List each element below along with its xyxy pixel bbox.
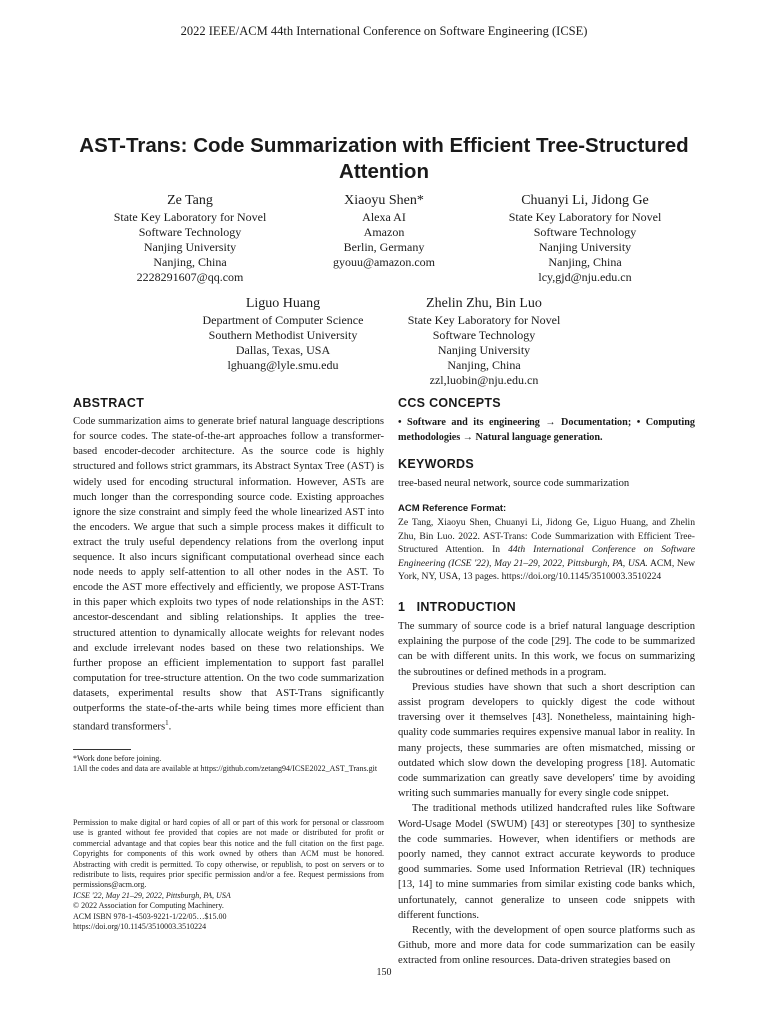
author-name: Chuanyi Li, Jidong Ge [521, 193, 649, 208]
author-name: Ze Tang [167, 193, 213, 208]
abstract-body: Code summarization aims to generate brief natural language descriptions for source codes. The state-of-the-art approaches follow a transformer-based encoder-decoder architecture. As the source code is highly structured and follows strict grammars, its Abstract Syntax Tree (AST) is widely used for encoding structural information. However, ASTs are much longer than the corresponding source code. Existing approaches ignore the size constraint and simply feed the whole linearized AST into the encoders. We argue that such a simple process makes it difficult to extract the truly useful dependency relations from the overlong input sequence. It also incurs significant computational overhead since each node needs to apply self-attention to all other nodes in the AST. To encode the AST more effectively and efficiently, we propose AST-Trans in this paper which exploits two types of node relationships in the AST: ancestor-descendant and sibling relationships. It applies the tree-structured attention to dynamically allocate weights for relevant nodes and exclude irrelevant nodes based on these two relationships. We further propose an efficient implementation to support fast parallel computation for tree-structure attention. On the two code summarization datasets, experimental results show that AST-Trans significantly outperforms the state-of-the-arts while being times more efficient than standard transformers [73, 416, 384, 733]
author-email: 2228291607@qq.com [136, 270, 244, 284]
intro-paragraph: The summary of source code is a brief natural language description explaining the purpose of the code [29]. The code to be summarized can be with different units. In this work, we focus on summarizing the subroutines or defined methods in a program. [398, 620, 695, 678]
intro-paragraph: Previous studies have shown that such a short description can assist program developers to quickly digest the code without traversing over it themselves [43]. Nonetheless, maintaining high-quality code summaries requires expensive manual labor in reality. In many projects, these summaries are often mismatched, missing or outdated which slow down the developing progress [18]. Automatic code summarization can greatly save developers' time by avoiding writing such summaries manually for every single code snippet. [398, 681, 695, 800]
affiliation-line: Southern Methodist University [208, 328, 358, 342]
affiliation-line: Nanjing, China [548, 255, 622, 269]
footnote-2: 1All the codes and data are available at https://github.com/zetang94/ICSE2022_AST_Trans.git [73, 764, 378, 774]
affiliation-line: State Key Laboratory for Novel [113, 210, 267, 224]
affiliation-line: Berlin, Germany [343, 240, 425, 254]
affiliation-line: Department of Computer Science [202, 313, 364, 327]
reference-heading: ACM Reference Format: [398, 503, 507, 515]
reference-venue: 44th International Conference on Software Engineering (ICSE '22), May 21–29, 2022, Pittsburgh, PA, USA. [398, 544, 695, 569]
affiliation-line: State Key Laboratory for Novel [508, 210, 662, 224]
permission-copyright: © 2022 Association for Computing Machinery. [73, 901, 224, 911]
author-email: gyouu@amazon.com [332, 255, 436, 269]
affiliation-line: State Key Laboratory for Novel [407, 313, 561, 327]
keywords-text: tree-based neural network, source code summarization [398, 477, 630, 489]
abstract-text [73, 414, 384, 735]
abstract-section [73, 396, 384, 735]
author-name: Xiaoyu Shen* [344, 193, 424, 208]
intro-paragraph: The traditional methods utilized handcrafted rules like Software Word-Usage Model (SWUM) [43] or stereotypes [30] to synthesize the code summaries. However, when identifiers or methods are poorly named, they cannot extract accurate keywords to produce good summaries. Some used Information Retrieval (IR) techniques [13, 14] to mine summaries from similar existing code banks which, unfortunately, cannot generalize to unseen code snippets with different functions. [398, 803, 695, 921]
affiliation-line: Nanjing University [143, 240, 237, 254]
affiliation-line: Nanjing University [437, 343, 531, 357]
affiliation-line: Software Technology [138, 225, 242, 239]
author-email: lcy,gjd@nju.edu.cn [538, 270, 632, 284]
affiliation-line: Software Technology [533, 225, 637, 239]
right-column [398, 396, 695, 969]
intro-heading: 1 INTRODUCTION [398, 599, 516, 614]
permission-text: Permission to make digital or hard copies of all or part of this work for personal or classroom use is granted without fee provided that copies are not made or distributed for profit or commercial advantage and that copies bear this notice and the full citation on the first page. Copyrights for components of this work owned by others than ACM must be honored. Abstracting with credit is permitted. To copy otherwise, or republish, to post on servers or to redistribute to lists, requires prior specific permission and/or a fee. Request permissions from permissions@acm.org. [73, 818, 384, 890]
intro-paragraph: Recently, with the development of open source platforms such as Github, more and more data for code summarization can be easily extracted from online resources. Data-driven strategies based on [398, 924, 695, 967]
permission-venue: ICSE '22, May 21–29, 2022, Pittsburgh, PA, USA [73, 890, 231, 900]
affiliation-line: Nanjing, China [447, 358, 521, 372]
footnote-1: *Work done before joining. [73, 754, 162, 763]
author-name: Liguo Huang [245, 296, 321, 311]
author-block [284, 191, 484, 270]
affiliation-line: Software Technology [432, 328, 536, 342]
reference-post: ACM, New York, NY, USA, 13 pages. https://doi.org/10.1145/3510003.3510224 [398, 557, 696, 583]
ccs-heading: CCS CONCEPTS [398, 396, 501, 410]
affiliation-line: Dallas, Texas, USA [235, 343, 331, 357]
affiliation-line: Nanjing, China [153, 255, 227, 269]
author-email: zzl,luobin@nju.edu.cn [429, 373, 539, 387]
abstract-end: . [168, 721, 172, 733]
permission-block [73, 818, 384, 932]
conference-header: 2022 IEEE/ACM 44th International Conference on Software Engineering (ICSE) [180, 24, 588, 38]
permission-doi: https://doi.org/10.1145/3510003.3510224 [73, 922, 207, 932]
reference-pre: Ze Tang, Xiaoyu Shen, Chuanyi Li, Jidong Ge, Liguo Huang, and Zhelin Zhu, Bin Luo. 2022. AST-Trans: Code Summarization with Efficient Tree-Structured Attention. In [398, 517, 695, 556]
footnote-mark: 1 [165, 719, 169, 728]
author-block [384, 294, 584, 388]
affiliation-line: Nanjing University [538, 240, 632, 254]
permission-isbn: ACM ISBN 978-1-4503-9221-1/22/05…$15.00 [73, 911, 227, 921]
author-block [90, 191, 290, 285]
page-number: 150 [376, 967, 392, 978]
reference-text [398, 516, 695, 584]
author-block [485, 191, 685, 285]
keywords-heading: KEYWORDS [398, 456, 475, 471]
ccs-text: • Software and its engineering → Documentation; • Computing methodologies → Natural language generation. [398, 417, 695, 444]
author-block [183, 294, 383, 373]
affiliation-line: Amazon [363, 225, 405, 239]
abstract-heading: ABSTRACT [73, 396, 145, 410]
footnotes [73, 754, 384, 775]
author-email: lghuang@lyle.smu.edu [227, 358, 339, 372]
paper-title: AST-Trans: Code Summarization with Efficient Tree-Structured Attention [79, 134, 689, 183]
author-name: Zhelin Zhu, Bin Luo [426, 296, 542, 311]
affiliation-line: Alexa AI [362, 210, 406, 224]
footnote-rule [73, 749, 131, 750]
